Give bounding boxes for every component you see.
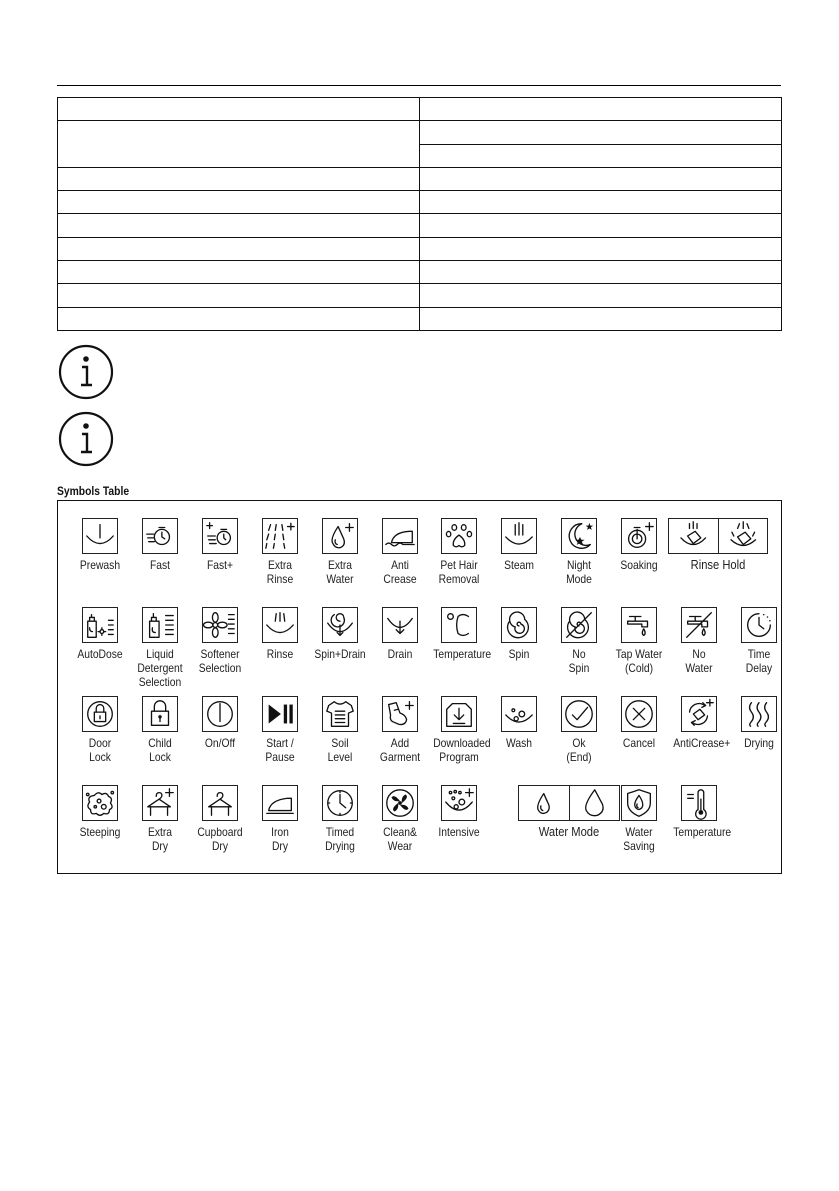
symbol-label-line: Child	[148, 736, 172, 750]
table-row	[58, 98, 782, 121]
symbol-label	[254, 825, 306, 853]
header-rule	[57, 85, 781, 86]
door-lock-icon	[82, 696, 118, 732]
symbol-label-line: Saving	[623, 839, 655, 853]
no-spin-icon	[561, 607, 597, 643]
table-row	[58, 121, 782, 144]
steeping-icon	[82, 785, 118, 821]
symbol-label	[74, 558, 126, 572]
symbol-no-spin	[549, 607, 609, 675]
symbol-extra-dry	[130, 785, 190, 853]
spin-drain-icon	[322, 607, 358, 643]
shirt-icon	[322, 696, 358, 732]
symbol-label-line: Cancel	[623, 736, 656, 750]
symbol-temperature	[429, 607, 492, 661]
intensive-icon	[441, 785, 477, 821]
symbol-label	[74, 736, 126, 764]
symbol-label-line: Wear	[387, 839, 412, 853]
symbol-label-line: Soil	[330, 736, 349, 750]
symbol-label-line: Intensive	[438, 825, 481, 839]
symbol-label-line: Mode	[566, 572, 593, 586]
table-row	[58, 261, 782, 284]
symbol-label-line: No	[572, 647, 586, 661]
symbol-label	[434, 558, 486, 586]
symbols-table-title: Symbols Table	[57, 484, 130, 498]
fast-plus-icon	[202, 518, 238, 554]
symbol-label	[314, 736, 366, 764]
symbol-label-line: Steeping	[79, 825, 121, 839]
sock-plus-icon	[382, 696, 418, 732]
hanger-icon	[202, 785, 238, 821]
wash-icon	[501, 696, 537, 732]
symbol-drain	[370, 607, 430, 661]
symbol-label	[254, 558, 306, 586]
symbol-anticrease-plus	[669, 696, 729, 750]
steam-icon	[501, 518, 537, 554]
symbol-label	[74, 647, 126, 661]
table-row	[58, 284, 782, 307]
symbol-label	[733, 647, 785, 675]
symbol-liquid-detergent	[130, 607, 190, 689]
symbol-label	[673, 736, 731, 750]
symbol-label-line: Extra	[267, 558, 292, 572]
symbol-label-line: Drying	[743, 736, 774, 750]
info-icon	[57, 410, 115, 468]
symbol-label-line: Lock	[148, 750, 171, 764]
symbol-label	[493, 558, 545, 572]
symbol-cancel	[609, 696, 669, 750]
symbol-rinse-hold	[668, 518, 768, 572]
symbol-time-delay	[729, 607, 789, 675]
symbol-label	[673, 825, 732, 839]
symbol-label-line: Fast+	[206, 558, 233, 572]
symbols-table	[57, 500, 782, 874]
symbol-label	[673, 647, 725, 675]
symbol-intensive	[429, 785, 489, 839]
autodose-icon	[82, 607, 118, 643]
iron-icon	[262, 785, 298, 821]
symbol-label-line: Prewash	[79, 558, 121, 572]
moon-star-icon	[561, 518, 597, 554]
download-icon	[441, 696, 477, 732]
symbol-label-line: Anti	[390, 558, 409, 572]
symbol-label-line: Rinse	[266, 647, 293, 661]
symbol-steeping	[70, 785, 130, 839]
symbol-label-line: Drying	[324, 839, 355, 853]
symbol-label-line: No	[692, 647, 706, 661]
power-icon	[202, 696, 238, 732]
symbol-label-line: Door	[88, 736, 112, 750]
cancel-icon	[621, 696, 657, 732]
symbol-steam	[489, 518, 549, 572]
symbol-label	[553, 647, 605, 675]
symbol-label	[254, 647, 306, 661]
symbol-autodose	[70, 607, 130, 661]
hanger-plus-icon	[142, 785, 178, 821]
symbol-water-saving	[609, 785, 669, 853]
symbol-label-line: AutoDose	[77, 647, 123, 661]
symbol-cupboard-dry	[190, 785, 250, 853]
symbol-label	[613, 825, 665, 853]
symbol-label-line: Clean&	[382, 825, 417, 839]
symbol-label	[134, 558, 186, 572]
symbol-label	[374, 736, 426, 764]
symbol-label-line: Extra	[147, 825, 172, 839]
symbol-wash	[489, 696, 549, 750]
symbol-label	[493, 736, 545, 750]
symbol-label-line: On/Off	[204, 736, 235, 750]
check-icon	[561, 696, 597, 732]
symbol-label-line: Liquid	[146, 647, 174, 661]
symbol-label-line: Tap Water	[615, 647, 663, 661]
symbol-spin	[489, 607, 549, 661]
symbol-label	[194, 647, 246, 675]
symbol-label-line: Water	[326, 572, 354, 586]
symbol-fast	[130, 518, 190, 572]
symbol-label-line: Water	[625, 825, 653, 839]
thermometer-icon	[681, 785, 717, 821]
symbol-label-line: Spin+Drain	[313, 647, 366, 661]
info-icon	[57, 343, 115, 401]
extra-water-icon	[322, 518, 358, 554]
symbol-label-line: Night	[567, 558, 592, 572]
symbol-label	[613, 558, 665, 572]
symbol-label-line: Extra	[327, 558, 352, 572]
celsius-icon	[441, 607, 477, 643]
symbol-on-off	[190, 696, 250, 750]
symbol-label	[314, 825, 366, 853]
paw-icon	[441, 518, 477, 554]
symbol-anti-crease	[370, 518, 430, 586]
symbol-spin-drain	[310, 607, 370, 661]
symbol-label-line: Time	[747, 647, 771, 661]
symbol-label	[553, 736, 605, 764]
table-row	[58, 214, 782, 237]
anti-crease-icon	[382, 518, 418, 554]
symbol-water-mode	[518, 785, 620, 839]
symbol-label-line: Delay	[745, 661, 773, 675]
symbol-label-line: Crease	[382, 572, 417, 586]
symbol-label-line: Spin	[568, 661, 590, 675]
symbol-label-line: Garment	[379, 750, 420, 764]
symbol-label-line: Wash	[506, 736, 533, 750]
symbol-label	[553, 558, 605, 586]
symbol-fast-plus	[190, 518, 250, 572]
play-pause-icon	[262, 696, 298, 732]
symbol-label-line: Selection	[138, 675, 182, 689]
water-saving-icon	[621, 785, 657, 821]
symbol-start-pause	[250, 696, 310, 764]
symbol-iron-dry	[250, 785, 310, 853]
symbol-label-line: AntiCrease+	[673, 736, 731, 750]
liquid-detergent-icon	[142, 607, 178, 643]
symbol-label	[194, 558, 246, 572]
symbol-label	[314, 647, 366, 661]
symbol-label-line: Downloaded	[433, 736, 491, 750]
symbol-label-line: Rinse	[266, 572, 293, 586]
drying-icon	[741, 696, 777, 732]
symbol-label	[613, 647, 665, 675]
extra-rinse-icon	[262, 518, 298, 554]
fan-icon	[382, 785, 418, 821]
symbol-rinse	[250, 607, 310, 661]
symbol-temperature-2	[669, 785, 732, 839]
symbol-label: Rinse Hold	[690, 557, 746, 572]
padlock-icon	[142, 696, 178, 732]
symbol-label	[433, 647, 492, 661]
symbol-downloaded-program	[429, 696, 489, 764]
symbol-soil-level	[310, 696, 370, 764]
tap-icon	[621, 607, 657, 643]
symbol-label-line: (End)	[566, 750, 592, 764]
table-row	[58, 167, 782, 190]
rinse-hold-icon	[669, 519, 718, 553]
symbol-label-line: Soaking	[620, 558, 658, 572]
drain-icon	[382, 607, 418, 643]
symbol-label	[134, 736, 186, 764]
symbol-label-line: Selection	[198, 661, 242, 675]
symbol-label-line: Timed	[325, 825, 354, 839]
symbol-timed-drying	[310, 785, 370, 853]
symbol-label-line: Dry	[211, 839, 228, 853]
water-drop-small-icon	[519, 786, 569, 820]
symbol-label	[74, 825, 126, 839]
symbol-label-line: (Cold)	[625, 661, 654, 675]
symbol-label-line: Detergent	[137, 661, 183, 675]
symbol-label-line: Dry	[151, 839, 168, 853]
symbol-label-line: Temperature	[433, 647, 492, 661]
symbol-label	[134, 825, 186, 853]
prewash-icon	[82, 518, 118, 554]
symbol-label-line: Softener	[200, 647, 240, 661]
symbol-label-line: Water	[685, 661, 713, 675]
table-row	[58, 237, 782, 260]
soaking-icon	[621, 518, 657, 554]
symbol-extra-rinse	[250, 518, 310, 586]
symbol-label-line: Lock	[89, 750, 111, 764]
symbol-label	[493, 647, 545, 661]
symbol-label-line: Ok	[572, 736, 586, 750]
table-row	[58, 307, 782, 330]
symbol-label-line: Drain	[387, 647, 412, 661]
anticrease-plus-icon	[681, 696, 717, 732]
spin-icon	[501, 607, 537, 643]
symbol-label	[194, 825, 246, 853]
spec-table	[57, 97, 782, 331]
symbol-label: Water Mode	[538, 824, 600, 839]
symbol-label	[194, 736, 246, 750]
symbol-label	[254, 736, 306, 764]
symbol-prewash	[70, 518, 130, 572]
softener-icon	[202, 607, 238, 643]
symbol-no-water	[669, 607, 729, 675]
symbol-clean-wear	[370, 785, 430, 853]
symbol-label-line: Dry	[271, 839, 288, 853]
symbol-label	[374, 647, 426, 661]
symbol-label-line: Pet Hair	[440, 558, 479, 572]
symbol-label-line: Start /	[265, 736, 294, 750]
symbol-label-line: Pause	[265, 750, 295, 764]
symbol-label-line: Fast	[149, 558, 170, 572]
symbol-soaking	[609, 518, 669, 572]
symbol-label	[134, 647, 186, 689]
fast-icon	[142, 518, 178, 554]
symbol-child-lock	[130, 696, 190, 764]
symbol-tap-water	[609, 607, 669, 675]
symbol-label	[314, 558, 366, 586]
symbol-label-line: Steam	[504, 558, 535, 572]
symbol-ok	[549, 696, 609, 764]
symbol-label	[613, 736, 665, 750]
symbol-door-lock	[70, 696, 130, 764]
symbol-label	[374, 825, 426, 853]
symbol-drying	[729, 696, 789, 750]
symbol-label-line: Temperature	[673, 825, 732, 839]
symbol-label-line: Spin	[508, 647, 530, 661]
symbol-label-line: Iron	[270, 825, 289, 839]
symbol-night-mode	[549, 518, 609, 586]
symbol-extra-water	[310, 518, 370, 586]
symbol-label	[374, 558, 426, 586]
no-water-icon	[681, 607, 717, 643]
rinse-hold-spin-icon	[718, 519, 768, 553]
symbol-label-line: Removal	[439, 572, 480, 586]
symbol-add-garment	[370, 696, 430, 764]
clock-icon	[322, 785, 358, 821]
symbol-label-line: Cupboard	[197, 825, 243, 839]
symbol-label-line: Add	[390, 736, 409, 750]
table-row	[58, 191, 782, 214]
symbol-softener	[190, 607, 250, 675]
rinse-icon	[262, 607, 298, 643]
time-delay-icon	[741, 607, 777, 643]
symbol-label	[434, 825, 486, 839]
symbol-label-line: Program	[439, 750, 480, 764]
symbol-label-line: Level	[327, 750, 352, 764]
symbol-label	[733, 736, 785, 750]
symbol-label	[433, 736, 491, 764]
symbol-pet-hair-removal	[429, 518, 489, 586]
